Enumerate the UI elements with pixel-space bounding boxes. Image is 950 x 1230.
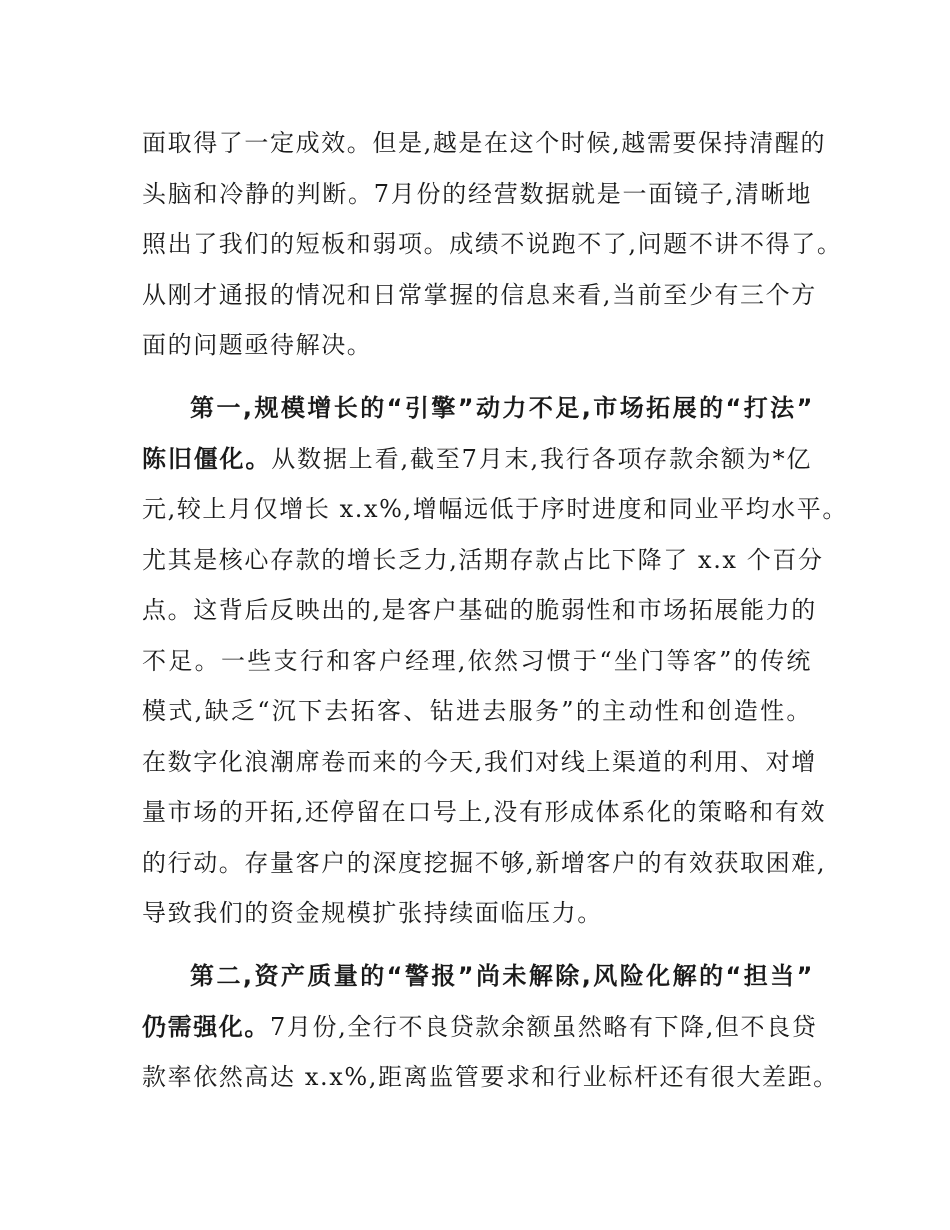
- section-heading-1-end: 陈旧僵化。: [142, 445, 272, 473]
- section-heading-2: 第二,资产质量的“警报”尚未解除,风险化解的“担当”: [190, 962, 814, 990]
- body-text-line: 面的问题亟待解决。: [142, 331, 373, 359]
- body-text-line: 尤其是核心存款的增长乏力,活期存款占比下降了 x.x 个百分: [142, 546, 824, 574]
- body-text-line: 点。这背后反映出的,是客户基础的脆弱性和市场拓展能力的: [142, 596, 817, 624]
- body-text-line: 的行动。存量客户的深度挖掘不够,新增客户的有效获取困难,: [142, 849, 827, 877]
- section-2-text: 7月份,全行不良贷款余额虽然略有下降,但不良贷: [270, 1013, 818, 1041]
- body-text-line: 元,较上月仅增长 x.x%,增幅远低于序时进度和同业平均水平。: [142, 495, 848, 523]
- body-text-line: 从刚才通报的情况和日常掌握的信息来看,当前至少有三个方: [142, 281, 817, 309]
- section-1-text: 从数据上看,截至7月末,我行各项存款余额为*亿: [271, 445, 813, 473]
- section-heading-2-end: 仍需强化。: [142, 1013, 270, 1041]
- body-text-line: 头脑和冷静的判断。7月份的经营数据就是一面镜子,清晰地: [142, 180, 812, 208]
- body-text-line: 不足。一些支行和客户经理,依然习惯于“坐门等客”的传统: [142, 647, 812, 675]
- section-1-line-2: [142, 447, 812, 471]
- body-text-line: 在数字化浪潮席卷而来的今天,我们对线上渠道的利用、对增: [142, 748, 817, 776]
- body-text-line: 款率依然高达 x.x%,距离监管要求和行业标杆还有很大差距。: [142, 1063, 839, 1091]
- body-text-line: 照出了我们的短板和弱项。成绩不说跑不了,问题不讲不得了。: [142, 230, 843, 258]
- body-text-line: 模式,缺乏“沉下去拓客、钻进去服务”的主动性和创造性。: [142, 697, 812, 725]
- body-text-line: 量市场的开拓,还停留在口号上,没有形成体系化的策略和有效: [142, 798, 827, 826]
- section-2-line-2: [142, 1013, 818, 1041]
- body-text-line: 导致我们的资金规模扩张持续面临压力。: [142, 899, 603, 927]
- body-text-line: 面取得了一定成效。但是,越是在这个时候,越需要保持清醒的: [142, 129, 827, 157]
- section-heading-1: 第一,规模增长的“引擎”动力不足,市场拓展的“打法”: [190, 394, 814, 422]
